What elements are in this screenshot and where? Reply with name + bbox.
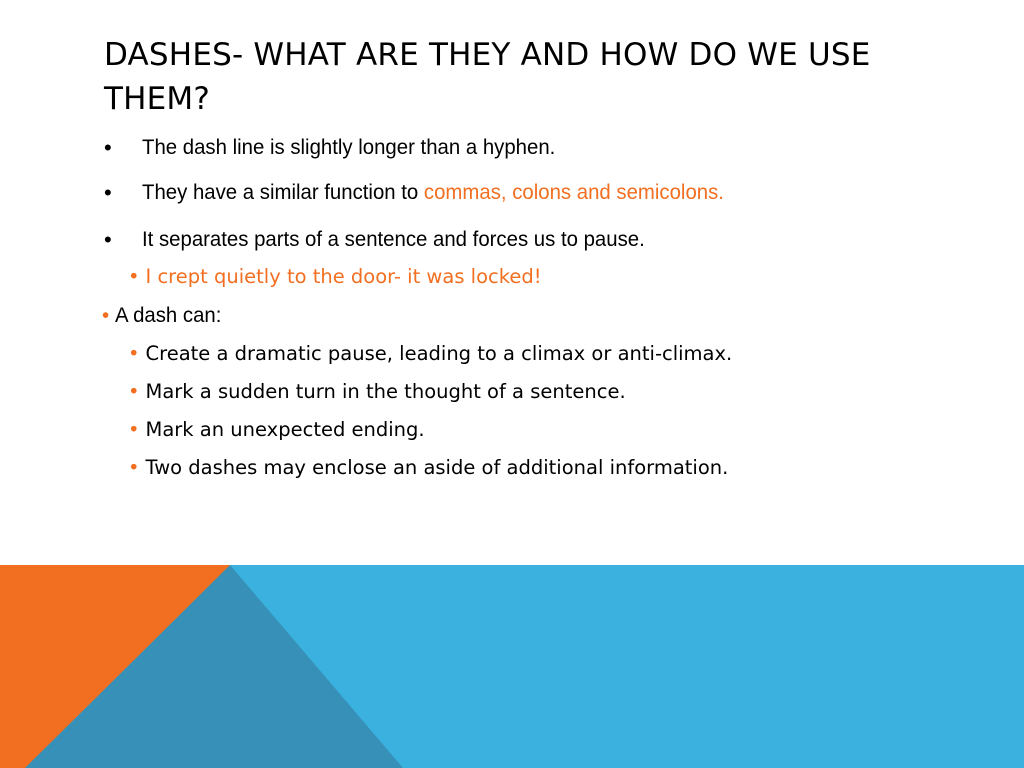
bullet-marker: •	[104, 227, 112, 252]
bullet-text: They have a similar function to	[142, 181, 424, 204]
bullet-marker: •	[128, 342, 140, 365]
use-text: Create a dramatic pause, leading to a climax or anti-climax.	[145, 342, 733, 365]
use-text: Mark an unexpected ending.	[145, 418, 425, 441]
decorative-footer-shapes	[0, 565, 1024, 768]
bullet-item	[142, 134, 555, 162]
bullet-marker: •	[104, 135, 112, 160]
bullet-marker: •	[102, 304, 110, 327]
bullet-marker: •	[128, 456, 140, 479]
bullet-text: It separates parts of a sentence and forces us to pause.	[142, 228, 645, 251]
bullet-text: The dash line is slightly longer than a hyphen.	[142, 136, 556, 159]
use-text: Mark a sudden turn in the thought of a sentence.	[145, 380, 626, 403]
heading-text: A dash can:	[114, 304, 222, 327]
bullet-marker: •	[128, 265, 140, 288]
use-item	[128, 416, 425, 444]
use-item	[128, 378, 626, 406]
example-text: I crept quietly to the door- it was locked!	[145, 265, 542, 288]
bullet-marker: •	[128, 380, 140, 403]
bullet-item	[142, 179, 724, 207]
bullet-item	[142, 226, 645, 254]
example-item	[128, 263, 542, 291]
use-text: Two dashes may enclose an aside of additional information.	[145, 456, 729, 479]
use-item	[128, 454, 728, 482]
bullet-marker: •	[128, 418, 140, 441]
use-item	[128, 340, 732, 368]
highlighted-text: commas, colons and semicolons.	[423, 181, 724, 204]
dash-can-heading	[102, 302, 221, 330]
bullet-marker: •	[104, 180, 112, 205]
slide-title: DASHES- WHAT ARE THEY AND HOW DO WE USE THEM?	[104, 37, 871, 117]
